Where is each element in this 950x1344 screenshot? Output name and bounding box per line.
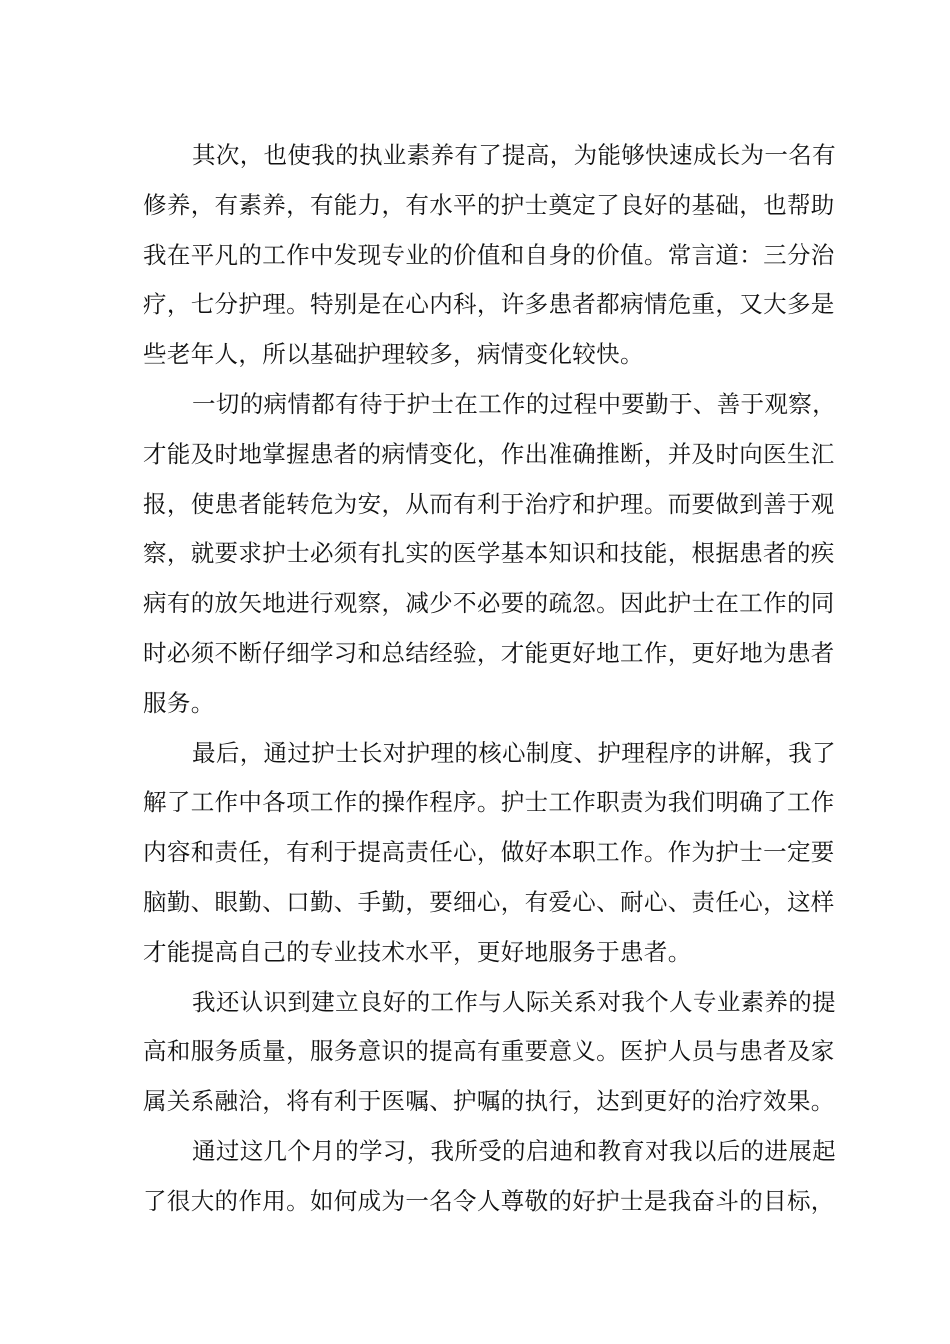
text-line: 疗，七分护理。特别是在心内科，许多患者都病情危重，又大多是 (143, 290, 835, 319)
text-line: 通过这几个月的学习，我所受的启迪和教育对我以后的进展起 (192, 1136, 836, 1165)
text-line: 解了工作中各项工作的操作程序。护士工作职责为我们明确了工作 (143, 788, 835, 817)
text-line: 些老年人，所以基础护理较多，病情变化较快。 (143, 340, 644, 369)
document-body (143, 131, 836, 1227)
text-line: 时必须不断仔细学习和总结经验，才能更好地工作，更好地为患者 (143, 638, 835, 667)
paragraph (143, 1127, 836, 1227)
text-line: 内容和责任，有利于提高责任心，做好本职工作。作为护士一定要 (143, 838, 835, 867)
text-line: 脑勤、眼勤、口勤、手勤，要细心，有爱心、耐心、责任心，这样 (143, 887, 835, 916)
text-line: 最后，通过护士长对护理的核心制度、护理程序的讲解，我了 (192, 738, 836, 767)
text-line: 一切的病情都有待于护士在工作的过程中要勤于、善于观察， (192, 389, 836, 418)
text-line: 才能及时地掌握患者的病情变化，作出准确推断，并及时向医生汇 (143, 439, 835, 468)
text-line: 病有的放矢地进行观察，减少不必要的疏忽。因此护士在工作的同 (143, 589, 835, 618)
text-line: 高和服务质量，服务意识的提高有重要意义。医护人员与患者及家 (143, 1037, 835, 1066)
text-line: 报，使患者能转危为安，从而有利于治疗和护理。而要做到善于观 (143, 489, 835, 518)
text-line: 我还认识到建立良好的工作与人际关系对我个人专业素养的提 (192, 987, 836, 1016)
text-line: 了很大的作用。如何成为一名令人尊敬的好护士是我奋斗的目标， (143, 1186, 835, 1215)
text-line: 服务。 (143, 688, 215, 717)
text-line: 其次，也使我的执业素养有了提高，为能够快速成长为一名有 (192, 141, 836, 169)
paragraph (143, 380, 836, 729)
text-line: 我在平凡的工作中发现专业的价值和自身的价值。常言道：三分治 (143, 240, 835, 269)
text-line: 察，就要求护士必须有扎实的医学基本知识和技能，根据患者的疾 (143, 539, 835, 568)
paragraph (143, 729, 836, 978)
paragraph (143, 131, 836, 380)
text-line: 才能提高自己的专业技术水平，更好地服务于患者。 (143, 937, 692, 966)
paragraph (143, 978, 836, 1127)
text-line: 属关系融洽，将有利于医嘱、护嘱的执行，达到更好的治疗效果。 (143, 1087, 835, 1116)
text-line: 修养，有素养，有能力，有水平的护士奠定了良好的基础，也帮助 (143, 190, 835, 219)
